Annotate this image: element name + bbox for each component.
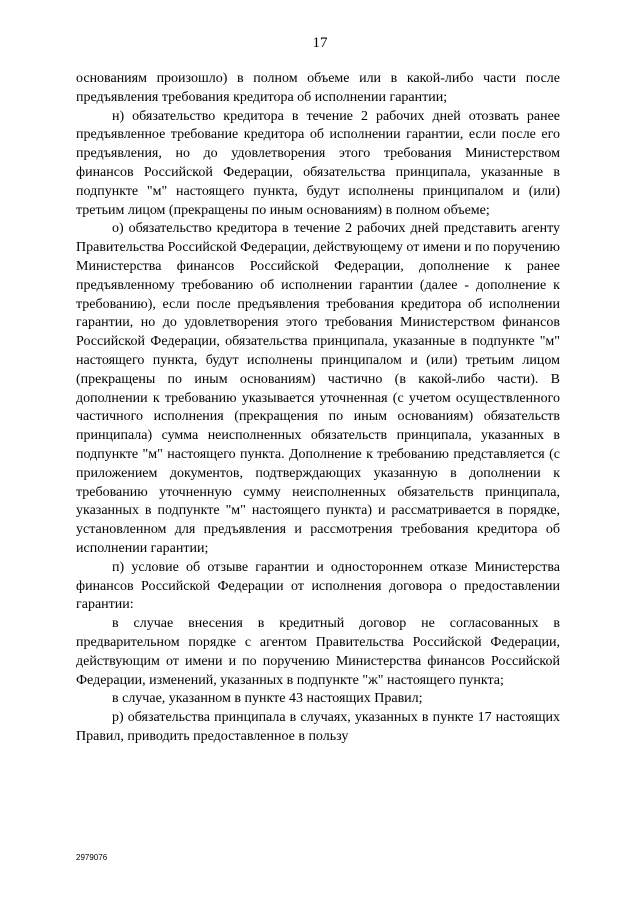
paragraph: н) обязательство кредитора в течение 2 рабочих дней отозвать ранее предъявленное требование кредитора об исполнении гарантии, если после его предъявления, но до удовлетворения этого требования Министерством финансов Российской Федерации, обязательства принципала, указанные в подпункте "м" настоящего пункта, будут исполнены принципалом и (или) третьим лицом (прекращены по иным основаниям) в полном объеме; xyxy=(76,108,560,218)
paragraph: р) обязательства принципала в случаях, указанных в пункте 17 настоящих Правил, приводить предоставленное в пользу xyxy=(76,710,560,744)
paragraph: в случае внесения в кредитный договор не согласованных в предварительном порядке с агентом Правительства Российской Федерации, действующим от имени и по поручению Министерства финансов Российской Федерации, изменений, указанных в подпункте "ж" настоящего пункта; xyxy=(76,616,560,688)
document-id: 2979076 xyxy=(76,853,108,862)
body-text xyxy=(76,70,560,747)
paragraph: в случае, указанном в пункте 43 настоящих Правил; xyxy=(112,691,423,707)
paragraph: о) обязательство кредитора в течение 2 рабочих дней представить агенту Правительства Российской Федерации, действующему от имени и по поручению Министерства финансов Российской Федерации, дополнение к ранее предъявленному требованию об исполнении гарантии (далее - дополнение к требованию), если после предъявления требования кредитора об исполнении гарантии, но до удовлетворения этого требования Министерством финансов Российской Федерации, обязательства принципала, указанные в подпункте "м" настоящего пункта, будут исполнены принципалом и (или) третьим лицом (прекращены по иным основаниям) частично (в какой-либо части). В дополнении к требованию указывается уточненная (с учетом осуществленного частичного исполнения (прекращения по иным основаниям) обязательств принципала) сумма неисполненных обязательств принципала, указанных в подпункте "м" настоящего пункта. Дополнение к требованию представляется (с приложением документов, подтверждающих указанную в дополнении к требованию уточненную сумму неисполненных обязательств принципала, указанных в подпункте "м" настоящего пункта) и рассматривается в порядке, установленном для предъявления и рассмотрения требования кредитора об исполнении гарантии; xyxy=(76,221,560,556)
paragraph: п) условие об отзыве гарантии и одностороннем отказе Министерства финансов Российской Федерации от исполнения договора о предоставлении гарантии: xyxy=(76,559,560,613)
page-number: 17 xyxy=(312,35,328,51)
paragraph: основаниям произошло) в полном объеме или в какой-либо части после предъявления требования кредитора об исполнении гарантии; xyxy=(76,71,560,105)
